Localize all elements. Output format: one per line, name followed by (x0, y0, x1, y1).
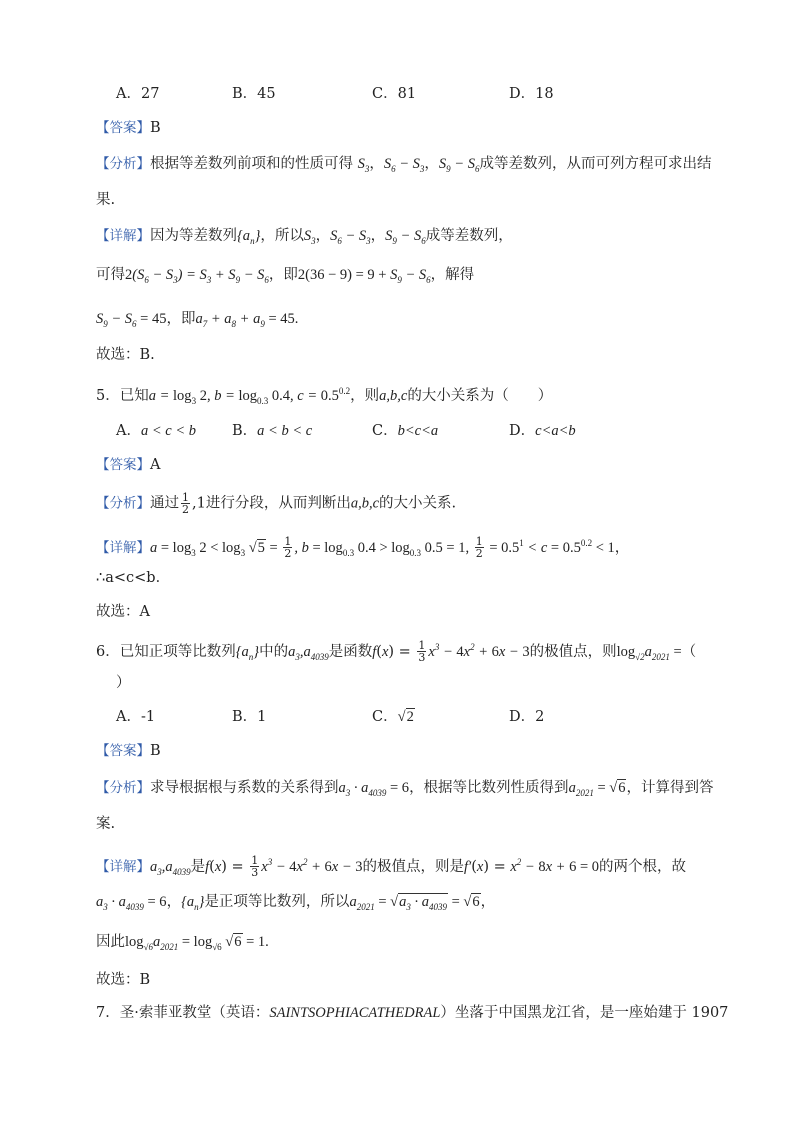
q6-option-c: C．√2 (372, 709, 414, 725)
q4-option-c: C．81 (372, 86, 417, 102)
q6-analysis: 【分析】求导根据根与系数的关系得到$a_3 \cdot a_{4039} = 6$，根据等比数列性质得到$a_{2021} = √6$，计算得到答 (96, 780, 714, 798)
q6-detail-line2: $a_3 \cdot a_{4039} = 6$，$\{a_n\}$是正项等比数列，所以$a_{2021} = √a_3 \cdot a_{4039} = √6$， (96, 894, 496, 912)
q4-option-a: A．27 (116, 86, 160, 102)
q4-detail-line3: $S_9 - S_6 = 45$，即$a_7 + a_8 + a_9 = 45$. (96, 311, 299, 329)
q4-answer: 【答案】B (96, 120, 161, 136)
q5-detail: 【详解】$a = \log_3 2 < \log_3 √5$ = $\frac{1}{2}$ , $b = \log_{0.3} 0.4 > \log_{0.3} 0.5 = 1$, $\frac{1}{2}$ = $0.5^1 < c = 0.5^{0.2} < 1$， (96, 535, 630, 561)
q4-option-d: D．18 (509, 86, 554, 102)
q7-stem: 7．圣·索菲亚教堂（英语：SAINTSOPHIACATHEDRAL）坐落于中国黑龙江省，是一座始建于 1907 (96, 1005, 729, 1021)
q6-detail-line3: 因此$\log_{√6}a_{2021} = \log_{√6} √6 = 1$. (96, 934, 269, 952)
q5-option-c: C．b<c<a (372, 423, 439, 439)
q4-detail-line1: 【详解】因为等差数列$\{a_n\}$，所以$S_3$，$S_6 - S_3$，$S_9 - S_6$成等差数列， (96, 228, 513, 246)
q5-stem: 5．已知$a = \log_3 2$, $b = \log_{0.3} 0.4$, $c = 0.5^{0.2}$，则a,b,c的大小关系为（ ） (96, 386, 553, 406)
q5-option-d: D．c<a<b (509, 423, 576, 439)
q6-analysis-cont: 案. (96, 816, 116, 832)
q5-analysis: 【分析】通过 $\frac{1}{2}$ ,1进行分段，从而判断出a,b,c的大小关系. (96, 491, 457, 516)
q6-option-a: A．-1 (116, 709, 156, 725)
q6-conclusion: 故选：B (96, 972, 151, 988)
q6-option-b: B．1 (232, 709, 267, 725)
q6-answer: 【答案】B (96, 743, 161, 759)
q5-option-b: B．a < b < c (232, 423, 313, 439)
q5-option-a: A．a < c < b (116, 423, 196, 439)
q6-option-d: D．2 (509, 709, 545, 725)
q5-answer: 【答案】A (96, 457, 161, 473)
q6-stem: 6．已知正项等比数列$\{a_n\}$中的$a_3,a_{4039}$是函数f(x) = $\frac{1}{3}$ $x^3 - 4x^2 + 6x - 3$的极值点，则$\log_{√2}a_{2021}$ =（ (96, 639, 697, 665)
q4-analysis-cont: 果. (96, 192, 116, 208)
q6-detail-line1: 【详解】$a_3,a_{4039}$是f(x) = $\frac{1}{3}$ $x^3 - 4x^2 + 6x - 3$的极值点，则是$f'(x) = x^2 - 8x + 6 = 0$的两个根，故 (96, 854, 686, 880)
q5-conclusion: 故选：A (96, 604, 150, 620)
q4-conclusion: 故选：B. (96, 347, 155, 363)
q4-option-b: B．45 (232, 86, 276, 102)
q4-analysis: 【分析】根据等差数列前项和的性质可得 $S_3$，$S_6 - S_3$，$S_9 - S_6$成等差数列，从而可列方程可求出结 (96, 156, 712, 174)
q5-therefore: ∴a<c<b． (96, 570, 171, 586)
q6-stem-close: ） (116, 675, 131, 691)
q4-detail-line2: 可得$2(S_6 - S_3) = S_3 + S_9 - S_6$，即$2(36 - 9) = 9 + S_9 - S_6$，解得 (96, 267, 475, 285)
